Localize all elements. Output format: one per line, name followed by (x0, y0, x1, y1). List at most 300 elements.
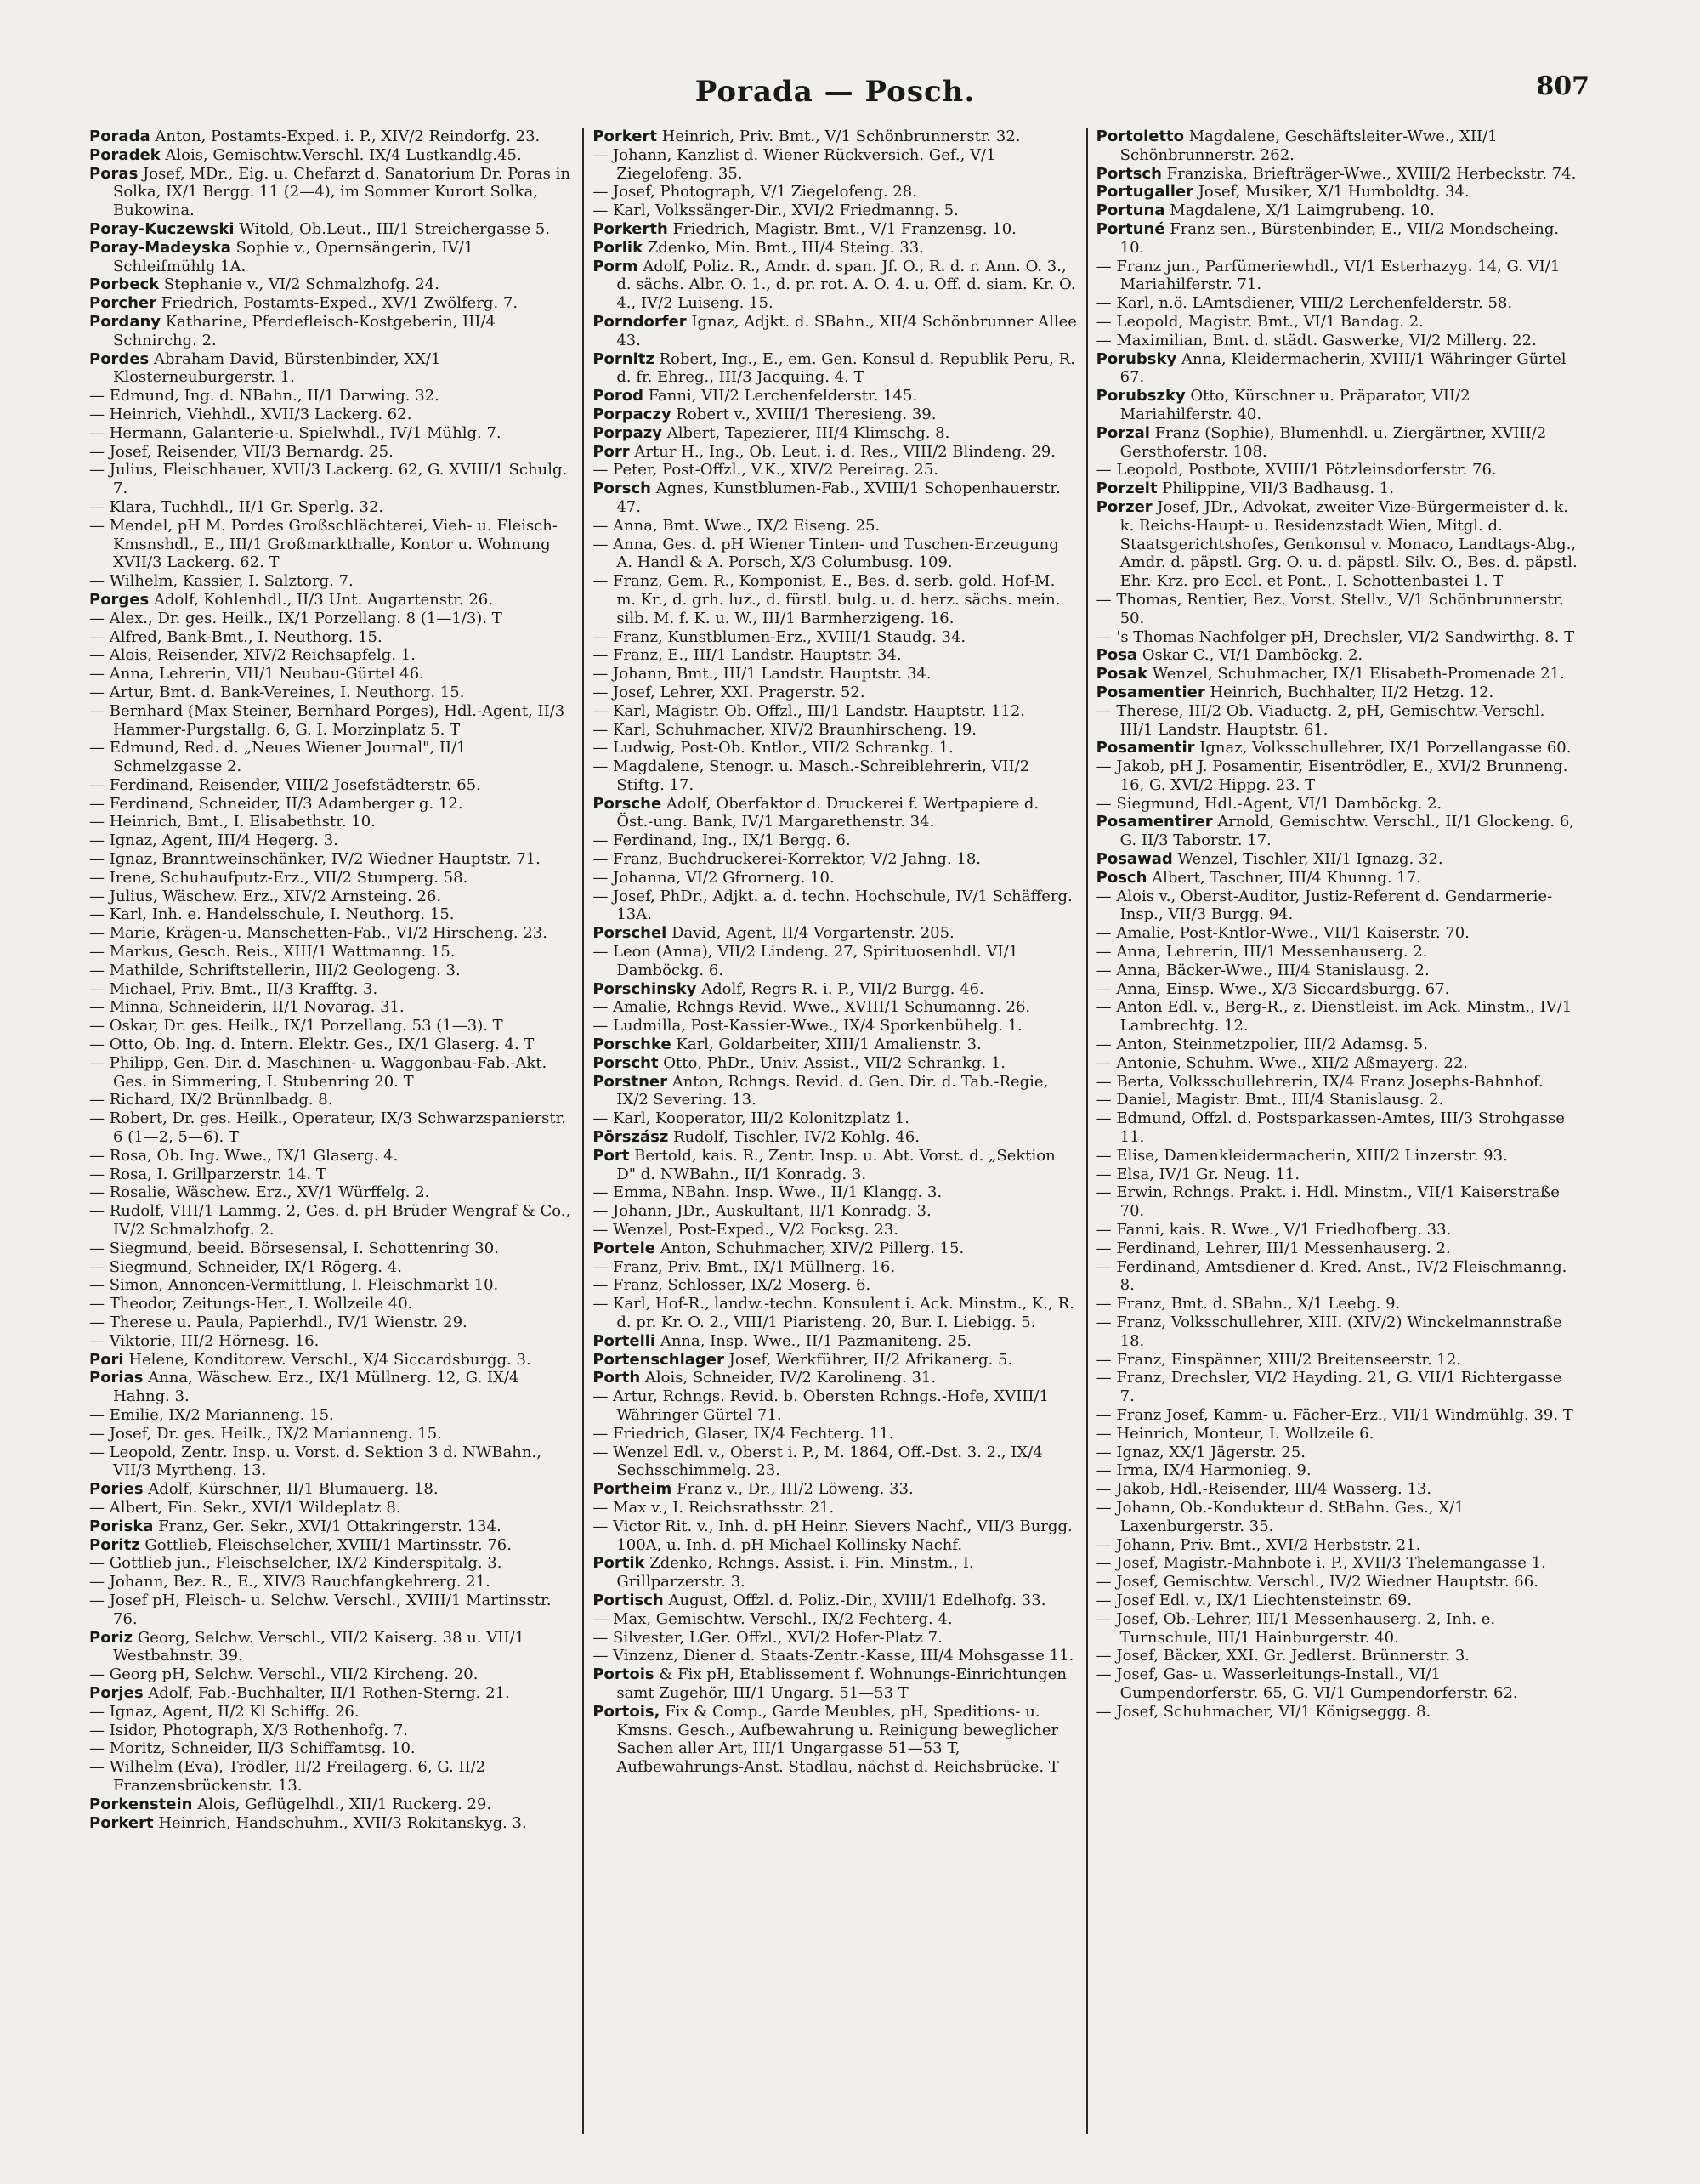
entry-text: — Otto, Ob. Ing. d. Intern. Elektr. Ges., IX/1 Glaserg. 4. T (89, 1035, 535, 1054)
entry-text: Josef, MDr., Eig. u. Chefarzt d. Sanatorium Dr. Poras in Solka, IX/1 Bergg. 11 (2—4), im Sommer Kurort Solka, Bukowina. (113, 164, 570, 220)
entry-text: — Vinzenz, Diener d. Staats-Zentr.-Kasse, III/4 Mohsgasse 11. (592, 1647, 1074, 1665)
entry-surname: Porschke (592, 1035, 672, 1054)
directory-entry (89, 702, 574, 740)
directory-entry (592, 1239, 1077, 1258)
directory-entry (89, 1109, 574, 1147)
entry-text: — Philipp, Gen. Dir. d. Maschinen- u. Waggonbau-Fab.-Akt. Ges. in Simmering, I. Stubenring 20. T (89, 1053, 547, 1091)
entry-surname: Portuné (1096, 219, 1165, 238)
directory-entry (1096, 684, 1581, 702)
entry-surname: Posamentirer (1096, 813, 1213, 831)
directory-entry (1096, 1610, 1581, 1648)
entry-surname: Pornitz (592, 349, 654, 368)
entry-text: — Josef, Bäcker, XXI. Gr. Jedlerst. Brünnerstr. 3. (1096, 1647, 1470, 1665)
entry-surname: Portenschlager (592, 1350, 724, 1369)
entry-surname: Pörszász (592, 1128, 669, 1147)
entry-text: Robert v., XVIII/1 Theresieng. 39. (671, 405, 937, 423)
entry-text: — Johann, Bmt., III/1 Landstr. Hauptstr. 34. (592, 665, 932, 684)
entry-surname: Portisch (592, 1591, 664, 1609)
entry-text: Albert, Tapezierer, III/4 Klimschg. 8. (662, 423, 950, 442)
directory-entry (592, 424, 1077, 443)
directory-entry (1096, 1554, 1581, 1573)
directory-entry (89, 1147, 574, 1166)
entry-text: Alois, Geflügelhdl., XII/1 Ruckerg. 29. (192, 1795, 492, 1813)
directory-entry (1096, 294, 1581, 313)
entry-text: Gottlieb, Fleischselcher, XVIII/1 Martinsstr. 76. (139, 1535, 512, 1554)
entry-text: — Wilhelm (Eva), Trödler, II/2 Freilagerg. 6, G. II/2 Franzensbrückenstr. 13. (89, 1758, 486, 1795)
directory-entry (1096, 461, 1581, 479)
entry-text: — Michael, Priv. Bmt., II/3 Krafftg. 3. (89, 979, 378, 998)
entry-text: — Anton Edl. v., Berg-R., z. Dienstleist. im Ack. Minstm., IV/1 Lambrechtg. 12. (1096, 998, 1572, 1035)
directory-entry (89, 294, 574, 313)
entry-text: — Simon, Annoncen-Vermittlung, I. Fleischmarkt 10. (89, 1276, 499, 1295)
entry-text: — Josef, Magistr.-Mahnbote i. P., XVII/3 Thelemangasse 1. (1096, 1554, 1546, 1573)
entry-text: — Ignaz, Branntweinschänker, IV/2 Wiedner Hauptstr. 71. (89, 850, 541, 869)
running-title: Porada — Posch. (694, 75, 976, 109)
entry-surname: Porzal (1096, 423, 1150, 442)
directory-entry (89, 165, 574, 220)
directory-entry (89, 684, 574, 702)
directory-entry (1096, 1054, 1581, 1073)
entry-surname: Porcher (89, 294, 157, 313)
entry-text: — Oskar, Dr. ges. Heilk., IX/1 Porzellang. 53 (1—3). T (89, 1017, 503, 1035)
directory-entry (592, 1665, 1077, 1703)
directory-entry (1096, 1369, 1581, 1406)
entry-text: — Max, Gemischtw. Verschl., IX/2 Fechterg. 4. (592, 1609, 953, 1628)
directory-entry (89, 517, 574, 572)
entry-text: — Anton, Steinmetzpolier, III/2 Adamsg. 5. (1096, 1035, 1428, 1054)
entry-surname: Porkert (592, 128, 657, 145)
directory-entry (592, 980, 1077, 999)
entry-surname: Poras (89, 164, 139, 183)
entry-surname: Porlik (592, 238, 643, 257)
entry-text: — Magdalene, Stenogr. u. Masch.-Schreiblehrerin, VII/2 Stiftg. 17. (592, 757, 1030, 794)
entry-text: — Josef, Gemischtw. Verschl., IV/2 Wiedner Hauptstr. 66. (1096, 1573, 1538, 1591)
entry-text: Heinrich, Buchhalter, II/2 Hetzg. 12. (1204, 683, 1494, 701)
directory-entry (89, 795, 574, 814)
directory-entry (89, 1536, 574, 1555)
entry-text: — Anna, Bäcker-Wwe., III/4 Stanislausg. 2. (1096, 961, 1430, 979)
directory-entry (89, 924, 574, 943)
entry-surname: Portugaller (1096, 183, 1193, 201)
entry-text: Josef, Werkführer, II/2 Afrikanerg. 5. (723, 1350, 1013, 1369)
directory-entry (592, 146, 1077, 184)
directory-entry (592, 1054, 1077, 1073)
directory-entry (89, 1665, 574, 1684)
entry-text: Adolf, Regrs R. i. P., VII/2 Burgg. 46. (696, 979, 984, 998)
entry-text: Anton, Postamts-Exped. i. P., XIV/2 Reindorfg. 23. (150, 128, 541, 145)
entry-text: — Josef, Lehrer, XXI. Pragerstr. 52. (592, 683, 865, 701)
entry-text: — Jakob, Hdl.-Reisender, III/4 Wasserg. 13. (1096, 1480, 1432, 1499)
entry-text: David, Agent, II/4 Vorgartenstr. 205. (666, 924, 955, 943)
entry-surname: Porjes (89, 1683, 144, 1702)
directory-entry (592, 1480, 1077, 1499)
entry-surname: Posawad (1096, 850, 1173, 869)
entry-text: Anna, Insp. Wwe., II/1 Pazmaniteng. 25. (655, 1331, 972, 1350)
entry-text: — Josef, Gas- u. Wasserleitungs-Install., VI/1 Gumpendorferstr. 65, G. VI/1 Gumpendorferstr. 62. (1096, 1665, 1518, 1702)
directory-entry (592, 461, 1077, 479)
entry-text: — Moritz, Schneider, II/3 Schiffamtsg. 10. (89, 1739, 416, 1758)
directory-entry (592, 1332, 1077, 1351)
directory-entry (1096, 350, 1581, 388)
directory-entry (89, 443, 574, 462)
entry-surname: Porstner (592, 1072, 667, 1091)
entry-text: — Rosa, I. Grillparzerstr. 14. T (89, 1165, 326, 1183)
entry-text: — Edmund, Offzl. d. Postsparkassen-Amtes, III/3 Strohgasse 11. (1096, 1109, 1565, 1147)
entry-text: — Antonie, Schuhm. Wwe., XII/2 Aßmayerg. 22. (1096, 1053, 1469, 1072)
directory-entry (89, 1258, 574, 1277)
entry-text: — Ferdinand, Amtsdiener d. Kred. Anst., IV/2 Fleischmanng. 8. (1096, 1257, 1567, 1295)
directory-entry (592, 1202, 1077, 1221)
directory-entry (89, 998, 574, 1017)
entry-surname: Porscht (592, 1053, 659, 1072)
entry-text: — Josef, PhDr., Adjkt. a. d. techn. Hochschule, IV/1 Schäfferg. 13A. (592, 887, 1073, 924)
entry-text: Anna, Wäschew. Erz., IX/1 Müllnerg. 12, G. IX/4 Hahng. 3. (113, 1369, 519, 1406)
entry-text: — Leon (Anna), VII/2 Lindeng. 27, Spirituosenhdl. VI/1 Damböckg. 6. (592, 943, 1019, 979)
directory-entry (592, 1017, 1077, 1035)
directory-entry (592, 628, 1077, 647)
directory-entry (89, 739, 574, 776)
directory-entry (592, 869, 1077, 888)
directory-entry (1096, 1536, 1581, 1555)
entry-surname: Poriz (89, 1628, 133, 1647)
entry-text: Otto, PhDr., Univ. Assist., VII/2 Schrankg. 1. (658, 1053, 1006, 1072)
entry-text: Fix & Comp., Garde Meubles, pH, Speditions- u. Kmsns. Gesch., Aufbewahrung u. Reinigung beweglicher Sachen aller Art, III/1 Ungargasse 51—53 T, Aufbewahrungs-Anst. Stadlau, nächst d. Reichsbrücke. T (616, 1702, 1059, 1777)
directory-entry (1096, 1480, 1581, 1499)
directory-entry (89, 1295, 574, 1313)
entry-text: Oskar C., VI/1 Damböckg. 2. (1137, 646, 1363, 665)
entry-surname: Porbeck (89, 275, 160, 294)
entry-text: — Johann, Bez. R., E., XIV/3 Rauchfangkehrerg. 21. (89, 1573, 490, 1591)
directory-entry (592, 1517, 1077, 1555)
entry-text: Ignaz, Adjkt. d. SBahn., XII/4 Schönbrunner Allee 43. (616, 312, 1077, 349)
entry-surname: Porkenstein (89, 1795, 193, 1813)
directory-entry (1096, 795, 1581, 814)
entry-surname: Pori (89, 1350, 124, 1369)
entry-text: Karl, Goldarbeiter, XIII/1 Amalienstr. 3. (671, 1035, 982, 1054)
entry-text: — Johann, Kanzlist d. Wiener Rückversich. Gef., V/1 Ziegelofeng. 35. (592, 145, 996, 183)
directory-entry (89, 591, 574, 610)
entry-text: — Karl, Schuhmacher, XIV/2 Braunhirscheng. 19. (592, 720, 978, 739)
entry-text: Albert, Taschner, III/4 Khunng. 17. (1147, 868, 1421, 887)
entry-text: — Heinrich, Bmt., I. Elisabethstr. 10. (89, 813, 376, 831)
directory-entry (592, 479, 1077, 517)
entry-text: — Karl, Volkssänger-Dir., XVI/2 Friedmanng. 5. (592, 201, 959, 220)
entry-text: — Isidor, Photograph, X/3 Rothenhofg. 7. (89, 1721, 409, 1739)
directory-entry (592, 1221, 1077, 1239)
entry-surname: Portuna (1096, 201, 1165, 220)
entry-text: — Anna, Einsp. Wwe., X/3 Siccardsburgg. 67. (1096, 979, 1450, 998)
entry-text: Franz v., Dr., III/2 Löweng. 33. (672, 1480, 914, 1499)
directory-entry (1096, 1499, 1581, 1536)
directory-entry (592, 258, 1077, 313)
directory-entry (89, 962, 574, 980)
entry-surname: Portois (592, 1665, 654, 1684)
directory-entry (1096, 998, 1581, 1035)
directory-columns (81, 128, 1590, 2134)
entry-text: Abraham David, Bürstenbinder, XX/1 Klosterneuburgerstr. 1. (113, 349, 441, 387)
entry-surname: Porias (89, 1369, 144, 1387)
entry-text: — Max v., I. Reichsrathsstr. 21. (592, 1498, 835, 1517)
entry-text: Otto, Kürschner u. Präparator, VII/2 Mariahilferstr. 40. (1119, 387, 1470, 423)
entry-text: Ignaz, Volksschullehrer, IX/1 Porzellangasse 60. (1194, 739, 1572, 757)
entry-text: Bertold, kais. R., Zentr. Insp. u. Abt. Vorst. d. „Sektion D" d. NWBahn., II/1 Konradg. 3. (616, 1146, 1056, 1183)
entry-text: — Ignaz, Agent, III/4 Hegerg. 3. (89, 831, 338, 850)
entry-surname: Portoletto (1096, 128, 1185, 145)
directory-entry (1096, 128, 1581, 165)
directory-entry (592, 831, 1077, 850)
entry-text: — Therese u. Paula, Papierhdl., IV/1 Wienstr. 29. (89, 1313, 468, 1331)
directory-entry (89, 1054, 574, 1092)
directory-entry (89, 980, 574, 999)
directory-entry (1096, 1665, 1581, 1703)
entry-text: — Franz, Schlosser, IX/2 Moserg. 6. (592, 1276, 871, 1295)
entry-text: — Irene, Schuhaufputz-Erz., VII/2 Stumperg. 58. (89, 868, 468, 887)
entry-text: — Robert, Dr. ges. Heilk., Operateur, IX/3 Schwarzspanierstr. 6 (1—2, 5—6). T (89, 1109, 566, 1147)
directory-entry (1096, 313, 1581, 332)
directory-entry (592, 1147, 1077, 1184)
directory-entry (1096, 332, 1581, 350)
entry-text: — Albert, Fin. Sekr., XVI/1 Wildeplatz 8. (89, 1498, 401, 1517)
directory-entry (592, 536, 1077, 573)
entry-text: Artur H., Ing., Ob. Leut. i. d. Res., VIII/2 Blindeng. 29. (629, 442, 1057, 461)
entry-text: — Klara, Tuchhdl., II/1 Gr. Sperlg. 32. (89, 497, 384, 516)
entry-text: — Gottlieb jun., Fleischselcher, IX/2 Kinderspitalg. 3. (89, 1554, 502, 1573)
entry-text: — Karl, Magistr. Ob. Offzl., III/1 Landstr. Hauptstr. 112. (592, 701, 1025, 720)
entry-text: — Siegmund, beeid. Börsesensal, I. Schottenring 30. (89, 1239, 499, 1257)
entry-text: — Johanna, VI/2 Gfrornerg. 10. (592, 868, 835, 887)
entry-text: — Ferdinand, Lehrer, III/1 Messenhauserg. 2. (1096, 1239, 1451, 1257)
entry-text: — Amalie, Rchngs Revid. Wwe., XVIII/1 Schumanng. 26. (592, 998, 1031, 1017)
entry-text: — Josef, Schuhmacher, VI/1 Königseggg. 8. (1096, 1702, 1431, 1721)
entry-text: — Minna, Schneiderin, II/1 Novarag. 31. (89, 998, 405, 1017)
entry-text: — Heinrich, Monteur, I. Wollzeile 6. (1096, 1424, 1374, 1443)
entry-surname: Porzer (1096, 497, 1153, 516)
entry-surname: Posak (1096, 665, 1148, 684)
entry-text: — Ignaz, Agent, II/2 Kl Schiffg. 26. (89, 1702, 360, 1721)
entry-text: Franziska, Briefträger-Wwe., XVIII/2 Herbeckstr. 74. (1161, 164, 1577, 183)
entry-text: — Josef, Dr. ges. Heilk., IX/2 Marianneng. 15. (89, 1424, 442, 1443)
directory-entry (89, 1480, 574, 1499)
directory-entry (592, 1591, 1077, 1610)
entry-surname: Poradek (89, 145, 161, 164)
directory-entry (1096, 1647, 1581, 1665)
entry-text: Wenzel, Schuhmacher, IX/1 Elisabeth-Promenade 21. (1148, 665, 1565, 684)
directory-entry (1096, 1295, 1581, 1313)
entry-text: — Anna, Lehrerin, III/1 Messenhauserg. 2. (1096, 943, 1428, 962)
directory-entry (89, 831, 574, 850)
entry-text: — Emma, NBahn. Insp. Wwe., II/1 Klangg. 3. (592, 1183, 943, 1202)
directory-entry (89, 1017, 574, 1035)
directory-entry (592, 998, 1077, 1017)
directory-entry (592, 406, 1077, 424)
entry-surname: Porges (89, 590, 150, 609)
page-content (81, 68, 1590, 2142)
entry-surname: Porubsky (1096, 349, 1177, 368)
column-2 (582, 128, 1085, 2134)
entry-surname: Porm (592, 257, 638, 275)
entry-text: — Markus, Gesch. Reis., XIII/1 Wattmanng. 15. (89, 943, 456, 962)
directory-entry (592, 220, 1077, 239)
directory-entry (1096, 1166, 1581, 1184)
directory-entry (1096, 1109, 1581, 1147)
entry-text: Sophie v., Opernsängerin, IV/1 Schleifmühlg 1A. (113, 238, 474, 275)
entry-text: — Franz, Volksschullehrer, XIII. (XIV/2) Winckelmannstraße 18. (1096, 1313, 1562, 1350)
directory-entry (592, 1425, 1077, 1444)
entry-surname: Posch (1096, 868, 1148, 887)
directory-entry (592, 1369, 1077, 1387)
directory-entry (89, 350, 574, 388)
entry-text: Adolf, Kohlenhdl., II/3 Unt. Augartenstr. 26. (149, 590, 493, 609)
entry-text: — 's Thomas Nachfolger pH, Drechsler, VI/2 Sandwirthg. 8. T (1096, 627, 1575, 646)
entry-text: — Elise, Damenkleidermacherin, XIII/2 Linzerstr. 93. (1096, 1146, 1508, 1165)
directory-entry (592, 1295, 1077, 1332)
directory-entry (1096, 1313, 1581, 1351)
directory-entry (89, 1444, 574, 1481)
directory-entry (592, 1128, 1077, 1147)
entry-surname: Porod (592, 387, 644, 406)
directory-entry (89, 869, 574, 888)
directory-entry (89, 146, 574, 165)
directory-entry (1096, 850, 1581, 869)
directory-entry (89, 1369, 574, 1406)
entry-text: — Victor Rit. v., Inh. d. pH Heinr. Sievers Nachf., VII/3 Burgg. 100A, u. Inh. d. pH Michael Kollinsky Nachf. (592, 1517, 1073, 1554)
entry-surname: Porndorfer (592, 312, 687, 331)
entry-surname: Posa (1096, 646, 1138, 665)
entry-text: Georg, Selchw. Verschl., VII/2 Kaiserg. 38 u. VII/1 Westbahnstr. 39. (113, 1628, 525, 1665)
entry-text: Zdenko, Min. Bmt., III/4 Steing. 33. (643, 238, 924, 257)
entry-text: Robert, Ing., E., em. Gen. Konsul d. Republik Peru, R. d. fr. Ehreg., III/3 Jacquing. 4. T (616, 349, 1075, 387)
entry-text: — Irma, IX/4 Harmonieg. 9. (1096, 1461, 1312, 1480)
directory-entry (89, 1629, 574, 1666)
directory-entry (1096, 665, 1581, 684)
directory-entry (1096, 1147, 1581, 1166)
directory-entry (592, 350, 1077, 388)
entry-text: — Georg pH, Selchw. Verschl., VII/2 Kircheng. 20. (89, 1665, 479, 1684)
entry-text: Arnold, Gemischtw. Verschl., II/1 Glockeng. 6, G. II/3 Taborstr. 17. (1119, 813, 1575, 850)
entry-text: Agnes, Kunstblumen-Fab., XVIII/1 Schopenhauerstr. 47. (616, 479, 1061, 516)
directory-entry (89, 220, 574, 239)
entry-text: Adolf, Fab.-Buchhalter, II/1 Rothen-Sterng. 21. (143, 1683, 510, 1702)
directory-entry (89, 1573, 574, 1591)
directory-entry (1096, 258, 1581, 295)
directory-entry (89, 387, 574, 406)
entry-text: — Alois, Reisender, XIV/2 Reichsapfelg. 1. (89, 646, 416, 665)
directory-entry (1096, 201, 1581, 220)
directory-entry (592, 1610, 1077, 1629)
directory-entry (592, 684, 1077, 702)
entry-text: — Alois v., Oberst-Auditor, Justiz-Referent d. Gendarmerie-Insp., VII/3 Burgg. 94. (1096, 887, 1553, 924)
directory-entry (1096, 165, 1581, 184)
entry-text: Heinrich, Priv. Bmt., V/1 Schönbrunnerstr. 32. (656, 128, 1021, 145)
entry-text: — Josef, Ob.-Lehrer, III/1 Messenhauserg. 2, Inh. e. Turnschule, III/1 Hainburgerstr. 40. (1096, 1609, 1496, 1647)
entry-text: — Mathilde, Schriftstellerin, III/2 Geologeng. 3. (89, 961, 461, 979)
entry-text: Alois, Gemischtw.Verschl. IX/4 Lustkandlg.45. (160, 145, 522, 164)
entry-text: — Therese, III/2 Ob. Viaductg. 2, pH, Gemischtw.-Verschl. III/1 Landstr. Hauptstr. 61. (1096, 701, 1545, 739)
directory-entry (592, 757, 1077, 795)
entry-text: Josef, JDr., Advokat, zweiter Vize-Bürgermeister d. k. k. Reichs-Haupt- u. Residenzstadt Wien, Mitgl. d. Staatsgerichtshofes, Genkonsul v. Monaco, Landtags-Abg., Amdr. d. päpstl. Grg. O. u. d. päpstl. Silv. O., Bes. d. päpstl. Ehr. Krz. pro Eccl. et Pont., I. Schottenbastei 1. T (1119, 497, 1578, 591)
entry-text: — Edmund, Red. d. „Neues Wiener Journal", II/1 Schmelzgasse 2. (89, 739, 467, 776)
directory-entry (1096, 1073, 1581, 1092)
entry-surname: Poray-Madeyska (89, 238, 231, 257)
entry-text: Stephanie v., VI/2 Schmalzhofg. 24. (159, 275, 439, 294)
entry-text: — Franz, Gem. R., Komponist, E., Bes. d. serb. gold. Hof-M. m. Kr., d. grh. luz., d. fürstl. bulg. u. d. herz. sächs. mein. silb. M. f. K. u. W., III/1 Barmherzigeng. 16. (592, 572, 1061, 627)
directory-entry (592, 943, 1077, 980)
entry-surname: Posamentir (1096, 739, 1195, 757)
directory-entry (592, 387, 1077, 406)
directory-entry (592, 1703, 1077, 1777)
directory-entry (1096, 1258, 1581, 1296)
entry-text: Anna, Kleidermacherin, XVIII/1 Währinger Gürtel 67. (1119, 349, 1567, 387)
directory-entry (89, 498, 574, 517)
entry-surname: Portheim (592, 1480, 672, 1499)
entry-surname: Pories (89, 1480, 144, 1499)
directory-entry (89, 1332, 574, 1351)
entry-text: — Johann, Ob.-Kondukteur d. StBahn. Ges., X/1 Laxenburgerstr. 35. (1096, 1498, 1465, 1535)
entry-text: — Amalie, Post-Kntlor-Wwe., VII/1 Kaiserstr. 70. (1096, 924, 1470, 943)
directory-entry (1096, 1444, 1581, 1462)
directory-entry (592, 1109, 1077, 1128)
directory-entry (89, 128, 574, 146)
entry-surname: Poritz (89, 1535, 140, 1554)
entry-text: — Fanni, kais. R. Wwe., V/1 Friedhofberg. 33. (1096, 1221, 1452, 1239)
entry-text: Friedrich, Magistr. Bmt., V/1 Franzensg. 10. (667, 219, 1017, 238)
entry-text: — Artur, Bmt. d. Bank-Vereines, I. Neuthorg. 15. (89, 683, 465, 701)
directory-entry (592, 702, 1077, 721)
entry-surname: Porsch (592, 479, 651, 498)
directory-entry (89, 1239, 574, 1258)
directory-entry (592, 924, 1077, 943)
entry-text: — Franz jun., Parfümeriewhdl., VI/1 Esterhazyg. 14, G. VI/1 Mariahilferstr. 71. (1096, 257, 1561, 294)
directory-entry (89, 1739, 574, 1758)
entry-text: — Karl, n.ö. LAmtsdiener, VIII/2 Lerchenfelderstr. 58. (1096, 294, 1513, 313)
entry-text: — Viktorie, III/2 Hörnesg. 16. (89, 1331, 320, 1350)
entry-text: — Ignaz, XX/1 Jägerstr. 25. (1096, 1443, 1306, 1461)
directory-entry (89, 572, 574, 591)
directory-entry (1096, 869, 1581, 888)
entry-surname: Portsch (1096, 164, 1162, 183)
directory-entry (592, 239, 1077, 258)
directory-entry (1096, 813, 1581, 850)
entry-surname: Poriska (89, 1517, 154, 1535)
directory-entry (1096, 888, 1581, 925)
entry-text: — Ferdinand, Reisender, VIII/2 Josefstädterstr. 65. (89, 775, 481, 794)
entry-text: — Franz, Buchdruckerei-Korrektor, V/2 Jahng. 18. (592, 850, 982, 869)
entry-surname: Porubszky (1096, 387, 1186, 406)
entry-text: Witold, Ob.Leut., III/1 Streichergasse 5. (234, 219, 550, 238)
entry-surname: Portelli (592, 1331, 656, 1350)
entry-text: Alois, Schneider, IV/2 Karolineng. 31. (640, 1369, 937, 1387)
entry-surname: Portik (592, 1554, 645, 1573)
directory-entry (1096, 1183, 1581, 1221)
directory-entry (592, 128, 1077, 146)
directory-entry (89, 905, 574, 924)
entry-surname: Pordes (89, 349, 150, 368)
directory-entry (592, 739, 1077, 757)
directory-entry (89, 1091, 574, 1109)
entry-text: — Josef, Reisender, VII/3 Bernardg. 25. (89, 442, 394, 461)
directory-entry (1096, 1461, 1581, 1480)
entry-text: — Josef Edl. v., IX/1 Liechtensteinstr. 69. (1096, 1591, 1413, 1609)
entry-text: Philippine, VII/3 Badhausg. 1. (1157, 479, 1394, 498)
directory-entry (592, 888, 1077, 925)
directory-entry (1096, 739, 1581, 757)
directory-entry (592, 850, 1077, 869)
entry-text: Franz, Ger. Sekr., XVI/1 Ottakringerstr. 134. (153, 1517, 502, 1535)
entry-text: — Franz Josef, Kamm- u. Fächer-Erz., VII/1 Windmühlg. 39. T (1096, 1405, 1573, 1424)
directory-entry (89, 813, 574, 831)
column-1 (81, 128, 582, 2134)
entry-surname: Porschinsky (592, 979, 697, 998)
